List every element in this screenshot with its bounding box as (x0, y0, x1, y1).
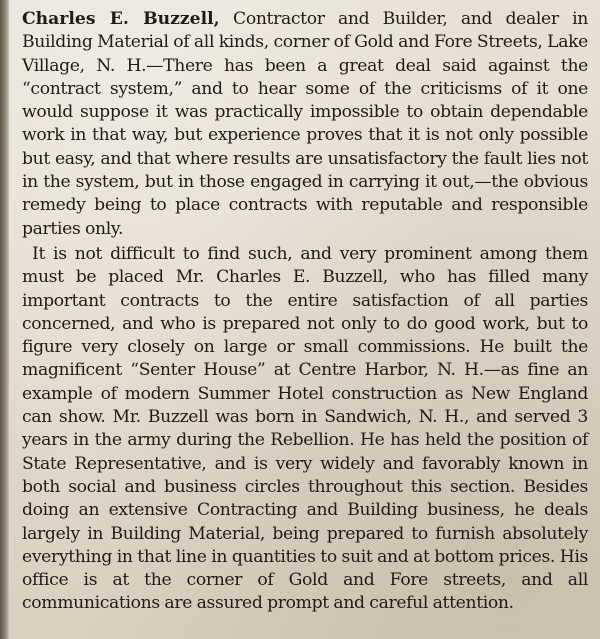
paper-edge-shadow (0, 0, 9, 639)
paragraph-intro-text: Contractor and Builder, and dealer in Building Material of all kinds, corner of Gold and Fore Streets, Lake Village, N. H.—There has been a great deal said against the “contract system,” and to hear some of the criticisms of it one would suppose it was practically impossible to obtain dependable work in that way, but experience proves that it is not only possible but easy, and that where results are unsatisfactory the fault lies not in the system, but in those engaged in carrying it out,—the obvious remedy being to place contracts with reputable and responsible parties only. (22, 9, 588, 239)
paragraph-intro (22, 8, 588, 241)
article-body (22, 8, 588, 616)
lead-name: Charles E. Buzzell, (22, 9, 220, 29)
paragraph-body: It is not difficult to find such, and very prominent among them must be placed Mr. Charles E. Buzzell, who has filled many important contracts to the entire satisfaction of all parties concerned, and who is prepared not only to do good work, but to figure very closely on large or small commissions. He built the magnificent “Senter House” at Centre Harbor, N. H.—as fine an example of modern Summer Hotel construction as New England can show. Mr. Buzzell was born in Sandwich, N. H., and served 3 years in the army during the Rebellion. He has held the position of State Representative, and is very widely and favorably known in both social and business circles throughout this section. Besides doing an extensive Contracting and Building business, he deals largely in Building Material, being prepared to furnish absolutely everything in that line in quantities to suit and at bottom prices. His office is at the corner of Gold and Fore streets, and all communications are assured prompt and careful attention. (22, 243, 588, 614)
